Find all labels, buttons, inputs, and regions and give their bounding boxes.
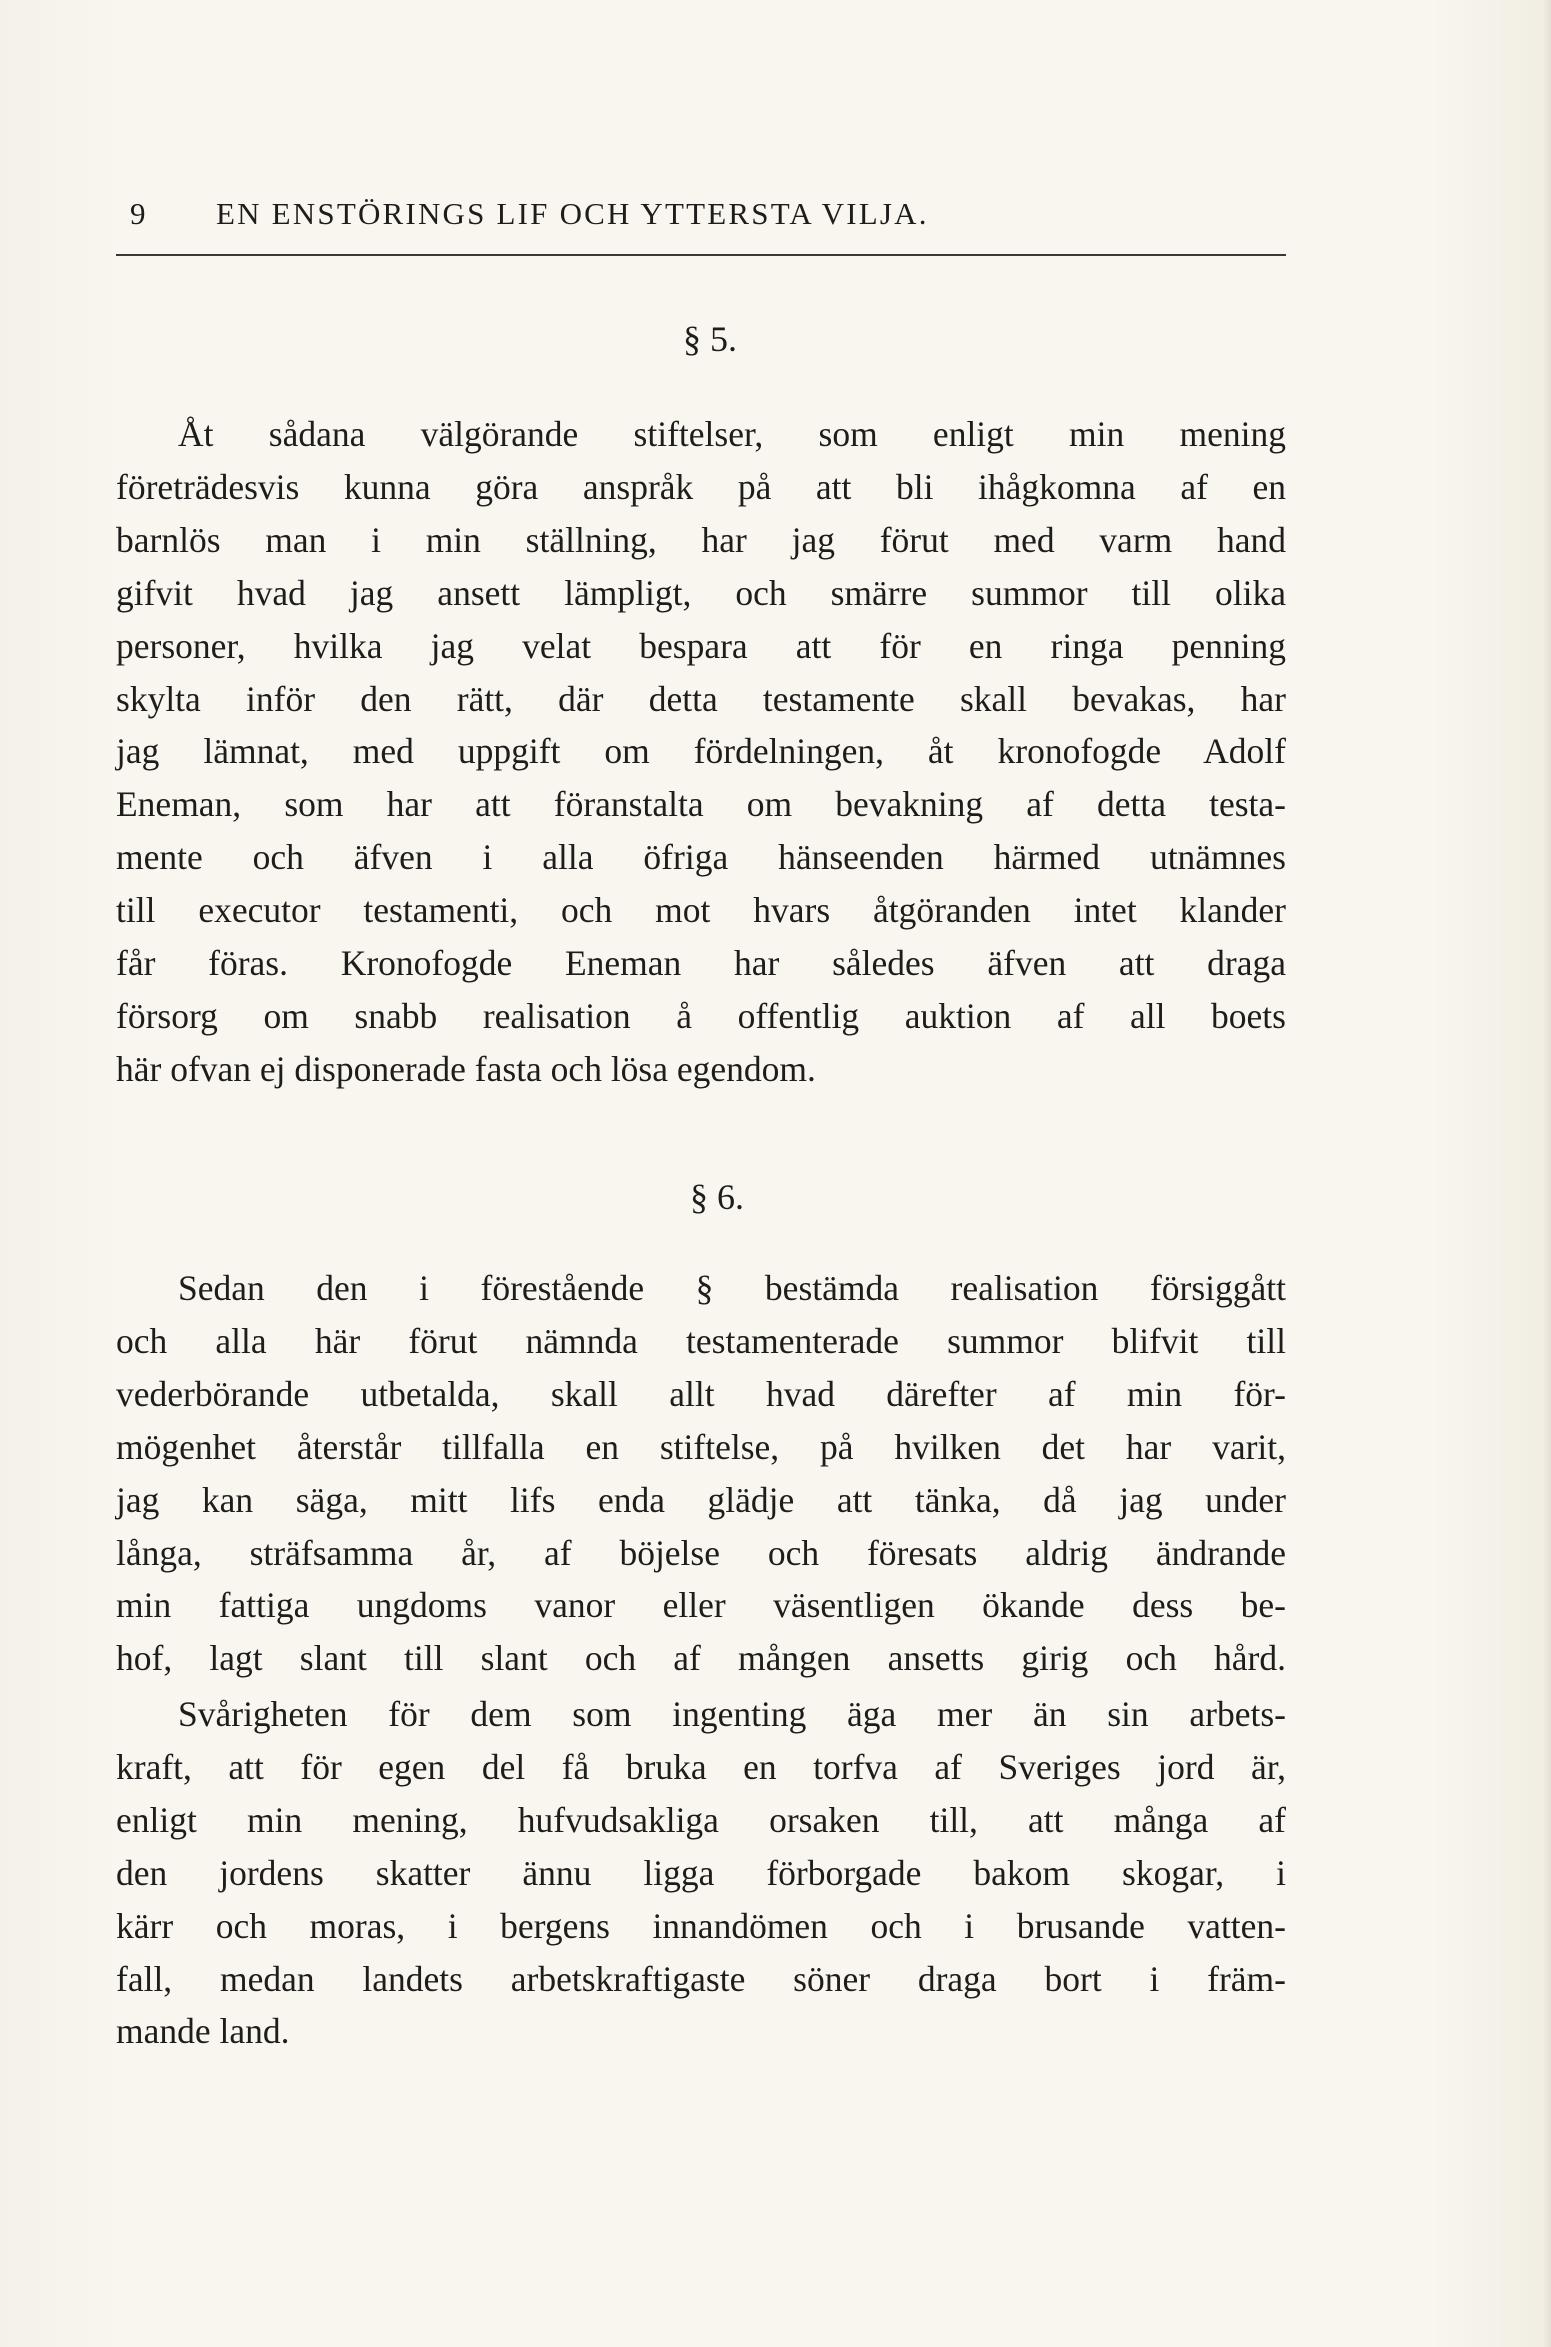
text-line: mente och äfven i alla öfriga hänseenden härmed utnämnes: [116, 837, 1286, 878]
text-line: gifvit hvad jag ansett lämpligt, och smärre summor till olika: [116, 572, 1286, 613]
section-5-heading: § 5.: [683, 319, 737, 359]
header-rule: [116, 254, 1286, 256]
section-6-paragraph-2: [116, 1688, 1286, 2058]
text-line: till executor testamenti, och mot hvars åtgöranden intet klander: [116, 890, 1286, 931]
text-line: och alla här förut nämnda testamenterade summor blifvit till: [116, 1320, 1286, 1361]
text-line: mögenhet återstår tillfalla en stiftelse, på hvilken det har varit,: [116, 1426, 1286, 1467]
text-line: barnlös man i min ställning, har jag förut med varm hand: [116, 519, 1286, 560]
text-line: enligt min mening, hufvudsakliga orsaken till, att många af: [116, 1799, 1286, 1840]
section-5-paragraph: [116, 408, 1286, 1096]
text-line: personer, hvilka jag velat bespara att för en ringa penning: [116, 625, 1286, 666]
text-line: långa, sträfsamma år, af böjelse och föresats aldrig ändrande: [116, 1532, 1286, 1573]
text-line: den jordens skatter ännu ligga förborgade bakom skogar, i: [116, 1852, 1286, 1893]
text-line: Eneman, som har att föranstalta om bevakning af detta testa-: [116, 784, 1286, 825]
text-line: min fattiga ungdoms vanor eller väsentligen ökande dess be-: [116, 1585, 1286, 1626]
text-line: Sedan den i förestående § bestämda realisation försiggått: [178, 1268, 1286, 1308]
text-line: kärr och moras, i bergens innandömen och i brusande vatten-: [116, 1905, 1286, 1946]
text-line: fall, medan landets arbetskraftigaste söner draga bort i främ-: [116, 1958, 1286, 1999]
text-line: här ofvan ej disponerade fasta och lösa egendom.: [116, 1048, 816, 1089]
section-6-paragraph-1: [116, 1262, 1286, 1685]
text-line: Åt sådana välgörande stiftelser, som enligt min mening: [178, 414, 1286, 454]
text-line: får föras. Kronofogde Eneman har således äfven att draga: [116, 943, 1286, 984]
page-edge-shadow: [1543, 0, 1551, 2347]
running-header: [116, 196, 1286, 236]
text-line: försorg om snabb realisation å offentlig auktion af all boets: [116, 995, 1286, 1036]
text-line: mande land.: [116, 2011, 290, 2052]
text-line: jag lämnat, med uppgift om fördelningen, åt kronofogde Adolf: [116, 731, 1286, 772]
text-line: skylta inför den rätt, där detta testamente skall bevakas, har: [116, 678, 1286, 719]
text-line: företrädesvis kunna göra anspråk på att bli ihågkomna af en: [116, 466, 1286, 507]
text-line: jag kan säga, mitt lifs enda glädje att tänka, då jag under: [116, 1479, 1286, 1520]
text-line: hof, lagt slant till slant och af mången ansetts girig och hård.: [116, 1638, 1286, 1679]
page-number: 9: [130, 196, 148, 231]
text-line: kraft, att för egen del få bruka en torfva af Sveriges jord är,: [116, 1746, 1286, 1787]
text-line: Svårigheten för dem som ingenting äga mer än sin arbets-: [178, 1694, 1286, 1734]
running-title: EN ENSTÖRINGS LIF OCH YTTERSTA VILJA.: [216, 196, 929, 231]
text-line: vederbörande utbetalda, skall allt hvad därefter af min för-: [116, 1373, 1286, 1414]
section-6-heading: § 6.: [690, 1177, 744, 1217]
